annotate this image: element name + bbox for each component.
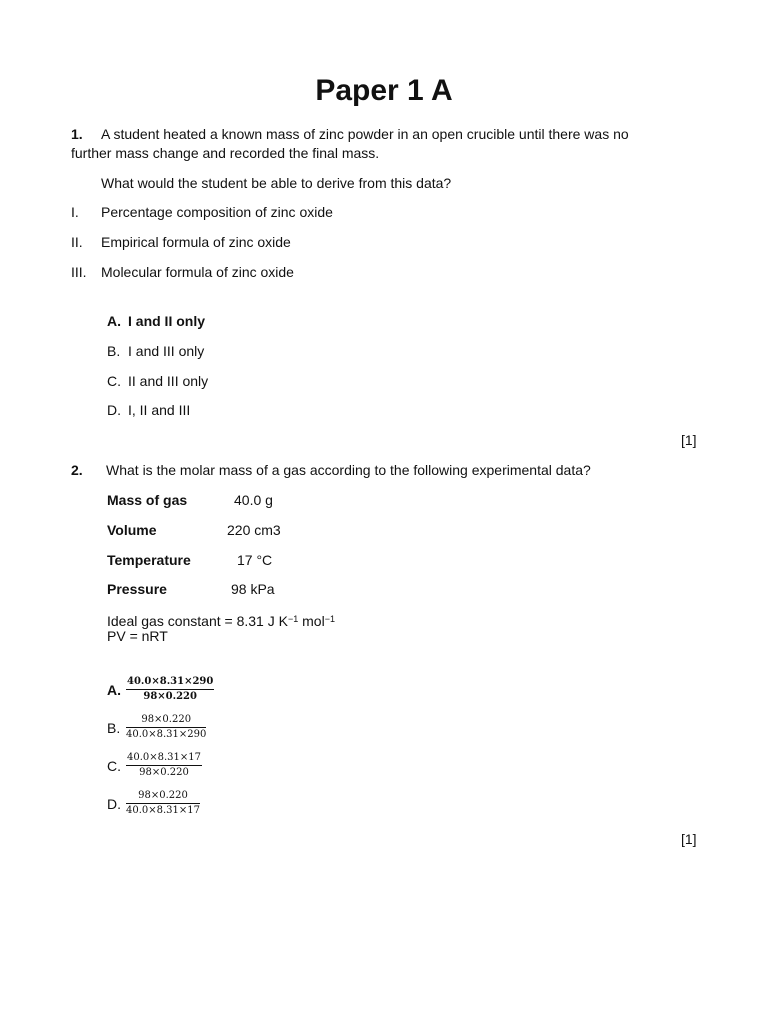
q1-option-text: I and II only (128, 313, 206, 329)
fraction-denominator: 40.0×8.31×290 (126, 729, 207, 740)
q1-option-text: I and III only (128, 343, 205, 359)
q1-option-letter: D. (107, 402, 121, 418)
q1-marks: [1] (681, 432, 697, 448)
q2-option-letter: A. (107, 682, 121, 698)
q1-option-letter: C. (107, 373, 121, 389)
q2-data-value: 98 kPa (231, 581, 275, 597)
gas-constant-prefix: Ideal gas constant = 8.31 J K (107, 613, 288, 629)
fraction-numerator: 98×0.220 (126, 790, 200, 804)
q1-question: What would the student be able to derive from this data? (101, 175, 452, 191)
q1-statement-numeral: III. (71, 264, 87, 280)
q1-statement-numeral: II. (71, 234, 83, 250)
q1-statement-numeral: I. (71, 204, 79, 220)
q2-option-letter: C. (107, 758, 121, 774)
fraction-denominator: 40.0×8.31×17 (126, 805, 201, 816)
gas-constant-exponent: −1 (287, 614, 299, 624)
q2-data-value: 220 cm3 (227, 522, 281, 538)
q2-marks: [1] (681, 831, 697, 847)
fraction-denominator: 98×0.220 (143, 691, 197, 702)
q1-stem-line1: A student heated a known mass of zinc powder in an open crucible until there was no (101, 126, 629, 142)
q2-option-letter: B. (107, 720, 121, 736)
q1-number: 1. (71, 126, 83, 142)
q1-stem-line2: further mass change and recorded the final mass. (71, 145, 380, 161)
q1-option-text: II and III only (128, 373, 209, 389)
q2-option-fraction (126, 676, 214, 703)
q2-data-value: 40.0 g (234, 492, 273, 508)
q1-option-letter: A. (107, 313, 121, 329)
q2-data-label: Pressure (107, 581, 167, 597)
q2-stem: What is the molar mass of a gas according to the following experimental data? (106, 462, 591, 478)
q1-statement-text: Molecular formula of zinc oxide (101, 264, 294, 280)
q2-data-value: 17 °C (237, 552, 273, 568)
q2-option-letter: D. (107, 796, 121, 812)
q2-data-label: Volume (107, 522, 157, 538)
q2-number: 2. (71, 462, 83, 478)
q1-option-text: I, II and III (128, 402, 191, 418)
q2-data-label: Mass of gas (107, 492, 188, 508)
q2-option-fraction (126, 714, 206, 741)
q1-option-letter: B. (107, 343, 121, 359)
q2-option-fraction (126, 752, 202, 779)
fraction-numerator: 40.0×8.31×17 (126, 752, 202, 766)
gas-constant-exponent: −1 (324, 614, 335, 624)
q2-option-fraction (126, 790, 200, 817)
gas-constant-unit: mol (298, 613, 325, 629)
page-title: Paper 1 A (315, 74, 453, 107)
q2-data-label: Temperature (107, 552, 191, 568)
q1-statement-text: Percentage composition of zinc oxide (101, 204, 333, 220)
fraction-denominator: 98×0.220 (139, 767, 189, 778)
q1-statement-text: Empirical formula of zinc oxide (101, 234, 291, 250)
fraction-numerator: 40.0×8.31×290 (126, 676, 214, 690)
fraction-numerator: 98×0.220 (126, 714, 206, 728)
q2-equation: PV = nRT (107, 628, 168, 644)
